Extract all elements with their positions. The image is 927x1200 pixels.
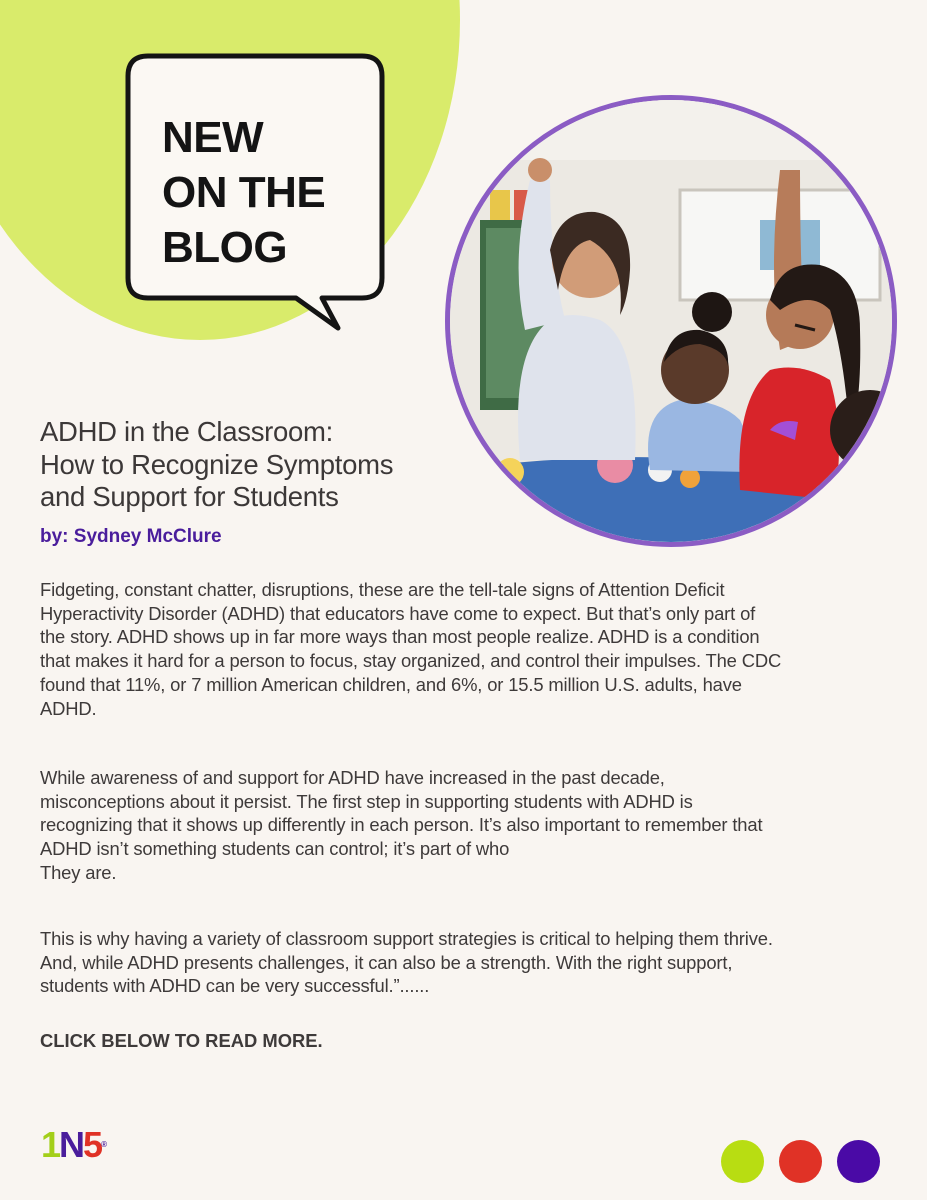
article-title-line: and Support for Students	[40, 481, 339, 512]
paragraph-line: While awareness of and support for ADHD have increased in the past decade,	[40, 767, 665, 788]
paragraph-line: They are.	[40, 861, 117, 883]
paragraph-line: Hyperactivity Disorder (ADHD) that educators have come to expect. But that’s only part of	[40, 602, 756, 624]
badge-line: NEW	[162, 113, 264, 162]
paragraph-line: students with ADHD can be very successful.”......	[40, 975, 430, 997]
author-byline: by: Sydney McClure	[40, 526, 222, 547]
article-title-line: ADHD in the Classroom:	[40, 416, 333, 447]
badge-text	[162, 110, 325, 275]
paragraph-line: ADHD isn’t something students can control; it’s part of who	[40, 838, 510, 860]
paragraph-line: Fidgeting, constant chatter, disruptions, these are the tell-tale signs of Attention Deficit	[40, 579, 725, 600]
paragraph-2	[40, 766, 762, 885]
paragraph-line: This is why having a variety of classroom support strategies is critical to helping them thrive.	[40, 928, 773, 949]
paragraph-line: ADHD.	[40, 697, 97, 719]
article-title	[40, 416, 393, 514]
brand-logo	[41, 1124, 107, 1165]
read-more-cta[interactable]: CLICK BELOW TO READ MORE.	[40, 1030, 323, 1051]
logo-part: N	[59, 1124, 84, 1165]
speech-bubble-badge	[126, 54, 376, 300]
classroom-photo-illustration	[450, 100, 892, 542]
badge-line: BLOG	[162, 223, 288, 272]
logo-registered-mark: ®	[101, 1140, 107, 1149]
paragraph-line: And, while ADHD presents challenges, it can also be a strength. With the right support,	[40, 951, 733, 973]
logo-part: 1	[41, 1124, 60, 1165]
paragraph-3	[40, 927, 773, 998]
decorative-dot-purple	[837, 1140, 880, 1183]
article-title-line: How to Recognize Symptoms	[40, 448, 394, 480]
decorative-dot-green	[721, 1140, 764, 1183]
badge-line: ON THE	[162, 168, 326, 217]
paragraph-1	[40, 578, 781, 720]
paragraph-line: misconceptions about it persist. The first step in supporting students with ADHD is	[40, 790, 693, 812]
paragraph-line: that makes it hard for a person to focus, stay organized, and control their impulses. The CDC	[40, 650, 782, 672]
logo-part: 5	[83, 1124, 102, 1165]
paragraph-line: found that 11%, or 7 million American children, and 6%, or 15.5 million U.S. adults, have	[40, 673, 742, 695]
decorative-dot-red	[779, 1140, 822, 1183]
paragraph-line: the story. ADHD shows up in far more ways than most people realize. ADHD is a condition	[40, 626, 760, 648]
classroom-photo	[445, 95, 897, 547]
paragraph-line: recognizing that it shows up differently in each person. It’s also important to remember that	[40, 814, 763, 836]
